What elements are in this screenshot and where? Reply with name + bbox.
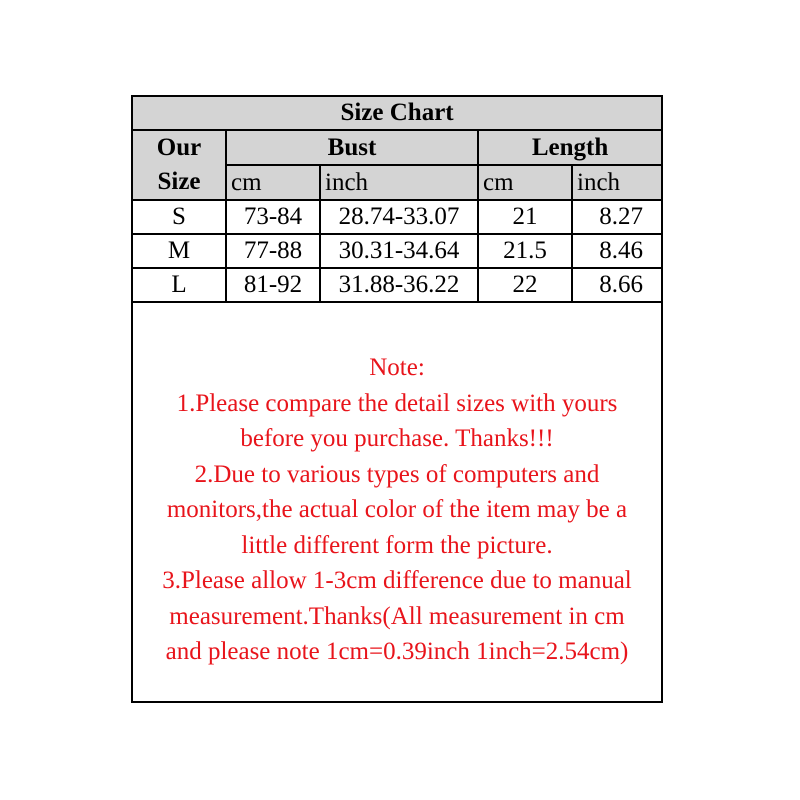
note-line: 2.Due to various types of computers and [194, 460, 600, 488]
size-chart-panel [131, 95, 663, 703]
table-group-header-row [133, 130, 661, 165]
note-line: measurement.Thanks(All measurement in cm [169, 602, 625, 630]
bust-inch-cell: 31.88-36.22 [320, 268, 478, 302]
bust-cm-cell: 77-88 [226, 234, 320, 268]
note-line: and please note 1cm=0.39inch 1inch=2.54cm) [165, 638, 629, 665]
note-block [133, 350, 661, 670]
size-header-line-1: Our [156, 134, 202, 161]
size-cell: S [133, 200, 226, 234]
table-row [133, 234, 661, 268]
size-cell: M [133, 234, 226, 268]
length-cm-header: cm [478, 165, 572, 200]
size-column-header [133, 130, 226, 200]
note-heading: Note: [369, 354, 425, 381]
size-cell: L [133, 268, 226, 302]
note-line: 3.Please allow 1-3cm difference due to manual [162, 567, 632, 594]
table-title: Size Chart [133, 97, 661, 130]
length-cm-cell: 21 [478, 200, 572, 234]
length-inch-cell: 8.66 [572, 268, 661, 302]
table-row [133, 200, 661, 234]
length-cm-cell: 22 [478, 268, 572, 302]
note-line: 1.Please compare the detail sizes with yours [176, 389, 618, 417]
note-line: before you purchase. Thanks!!! [240, 425, 554, 452]
length-inch-header: inch [572, 165, 661, 200]
table-title-row [133, 97, 661, 130]
length-inch-cell: 8.27 [572, 200, 661, 234]
bust-cm-header: cm [226, 165, 320, 200]
note-line: monitors,the actual color of the item may be a [166, 496, 628, 523]
bust-inch-cell: 30.31-34.64 [320, 234, 478, 268]
size-chart-table [133, 97, 661, 303]
bust-cm-cell: 81-92 [226, 268, 320, 302]
table-row [133, 268, 661, 302]
bust-group-header: Bust [226, 130, 478, 165]
bust-cm-cell: 73-84 [226, 200, 320, 234]
bust-inch-cell: 28.74-33.07 [320, 200, 478, 234]
note-line: little different form the picture. [241, 531, 553, 559]
size-header-line-2: Size [157, 168, 201, 195]
length-group-header: Length [478, 130, 661, 165]
length-inch-cell: 8.46 [572, 234, 661, 268]
length-cm-cell: 21.5 [478, 234, 572, 268]
bust-inch-header: inch [320, 165, 478, 200]
